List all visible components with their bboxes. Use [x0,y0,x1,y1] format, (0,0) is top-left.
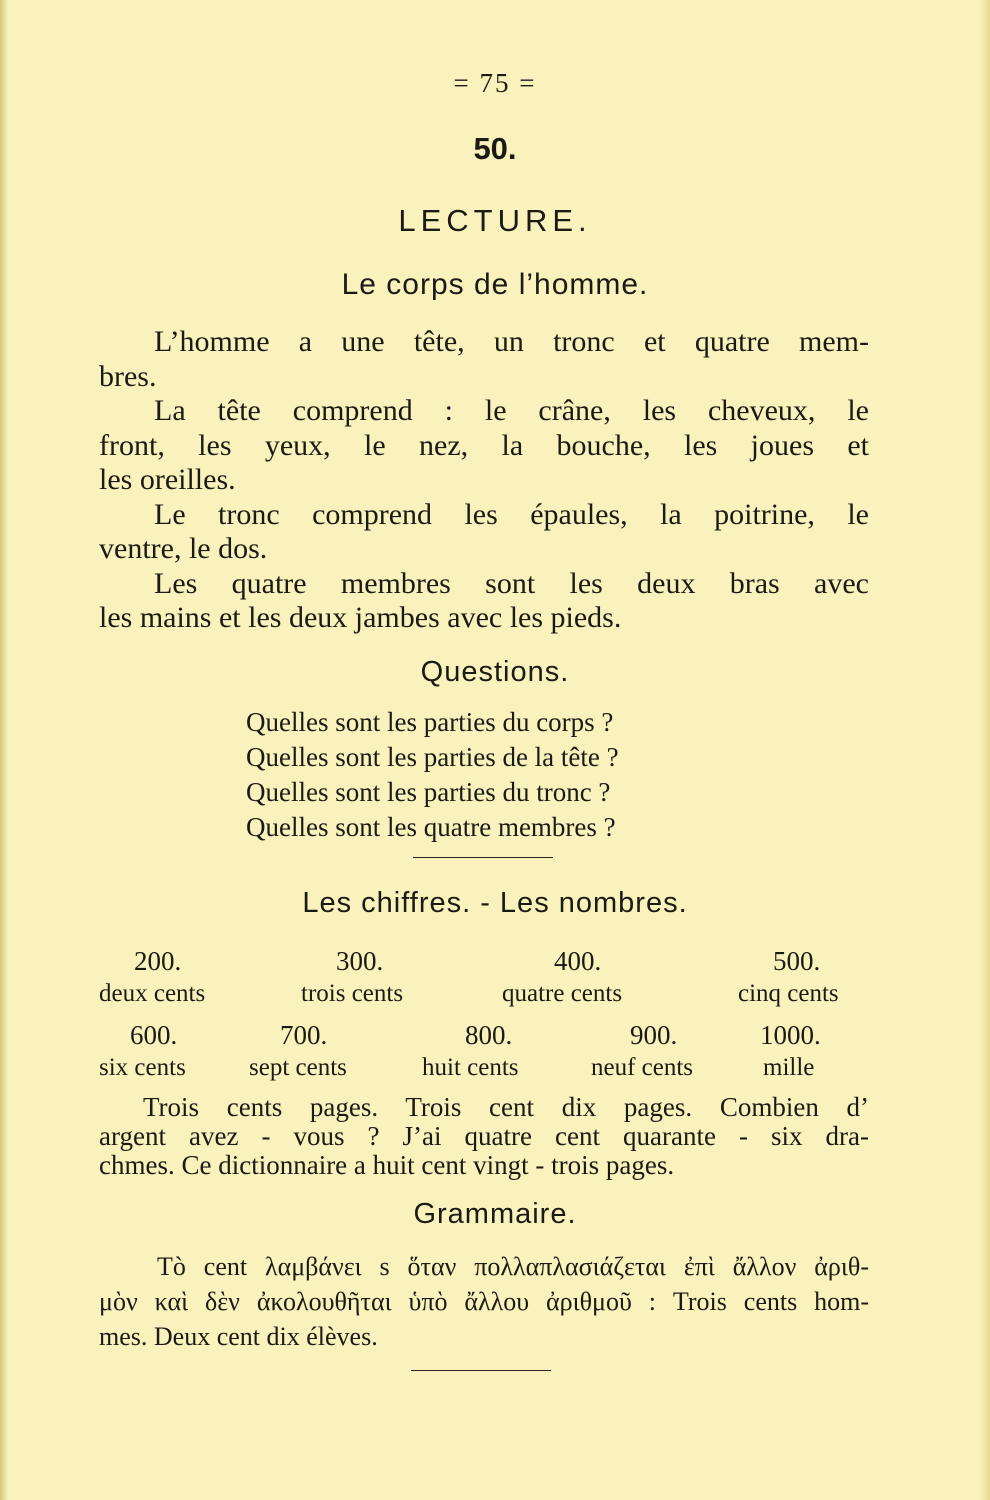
number-word: cinq cents [738,980,839,1007]
numbers-paragraph [99,1093,869,1180]
number-word: sept cents [249,1054,347,1081]
number-word: quatre cents [502,980,623,1007]
question-item: Quelles sont les quatre membres ? [246,812,616,842]
reading-line: bres. [99,359,157,393]
number-word: huit cents [422,1054,519,1081]
grammar-line: mes. Deux cent dix élèves. [99,1322,378,1351]
question-item: Quelles sont les parties du tronc ? [246,777,611,807]
numbers-line: argent avez - vous ? J’ai quatre cent quarante - six dra- [99,1121,869,1151]
section-title: LECTURE. [398,203,592,238]
numbers-line: Trois cents pages. Trois cent dix pages. Combien d’ [143,1092,869,1122]
reading-line: La tête comprend : le crâne, les cheveux, le [154,394,869,427]
reading-line: Le tronc comprend les épaules, la poitrine, le [154,497,869,531]
grammar-line: μὸν καὶ δὲν ἀκολουθῆται ὑπὸ ἄλλου ἀριθμοῦ : Trois cents hom- [99,1287,869,1316]
reading-line: Les quatre membres sont les deux bras avec [154,566,869,600]
number-figure: 1000. [760,1020,821,1050]
number-word: mille [763,1054,815,1081]
number-figure: 900. [630,1020,678,1050]
numbers-title: Les chiffres. - Les nombres. [302,887,688,919]
reading-line: L’homme a une tête, un tronc et quatre mem- [154,325,869,358]
question-item: Quelles sont les parties de la tête ? [246,742,619,772]
reading-title: Le corps de l’homme. [341,268,649,301]
divider [411,1370,551,1371]
reading-line: les mains et les deux jambes avec les pieds. [99,601,622,634]
question-item: Quelles sont les parties du corps ? [246,707,614,737]
reading-line: ventre, le dos. [99,532,268,565]
reading-line: front, les yeux, le nez, la bouche, les joues et [99,428,869,462]
reading-paragraph [99,325,869,636]
grammar-paragraph [99,1249,869,1354]
number-figure: 600. [130,1020,178,1050]
number-word: deux cents [99,980,206,1007]
reading-line: les oreilles. [99,463,236,496]
number-figure: 300. [336,946,384,976]
number-figure: 500. [773,946,821,976]
number-figure: 400. [554,946,602,976]
page-number: = 75 = [453,68,537,98]
number-figure: 700. [280,1020,328,1050]
questions-title: Questions. [420,656,570,688]
grammar-line: Tò cent λαμβάνει s ὅταν πολλαπλασιάζεται ἐπὶ ἄλλον ἀριθ- [157,1252,869,1281]
number-figure: 200. [134,946,182,976]
number-word: six cents [99,1054,186,1081]
lesson-number: 50. [473,131,517,166]
number-word: neuf cents [591,1054,694,1081]
grammar-title: Grammaire. [413,1198,577,1230]
number-word: trois cents [301,980,404,1007]
divider [413,857,553,858]
number-figure: 800. [465,1020,513,1050]
numbers-line: chmes. Ce dictionnaire a huit cent vingt - trois pages. [99,1150,675,1180]
